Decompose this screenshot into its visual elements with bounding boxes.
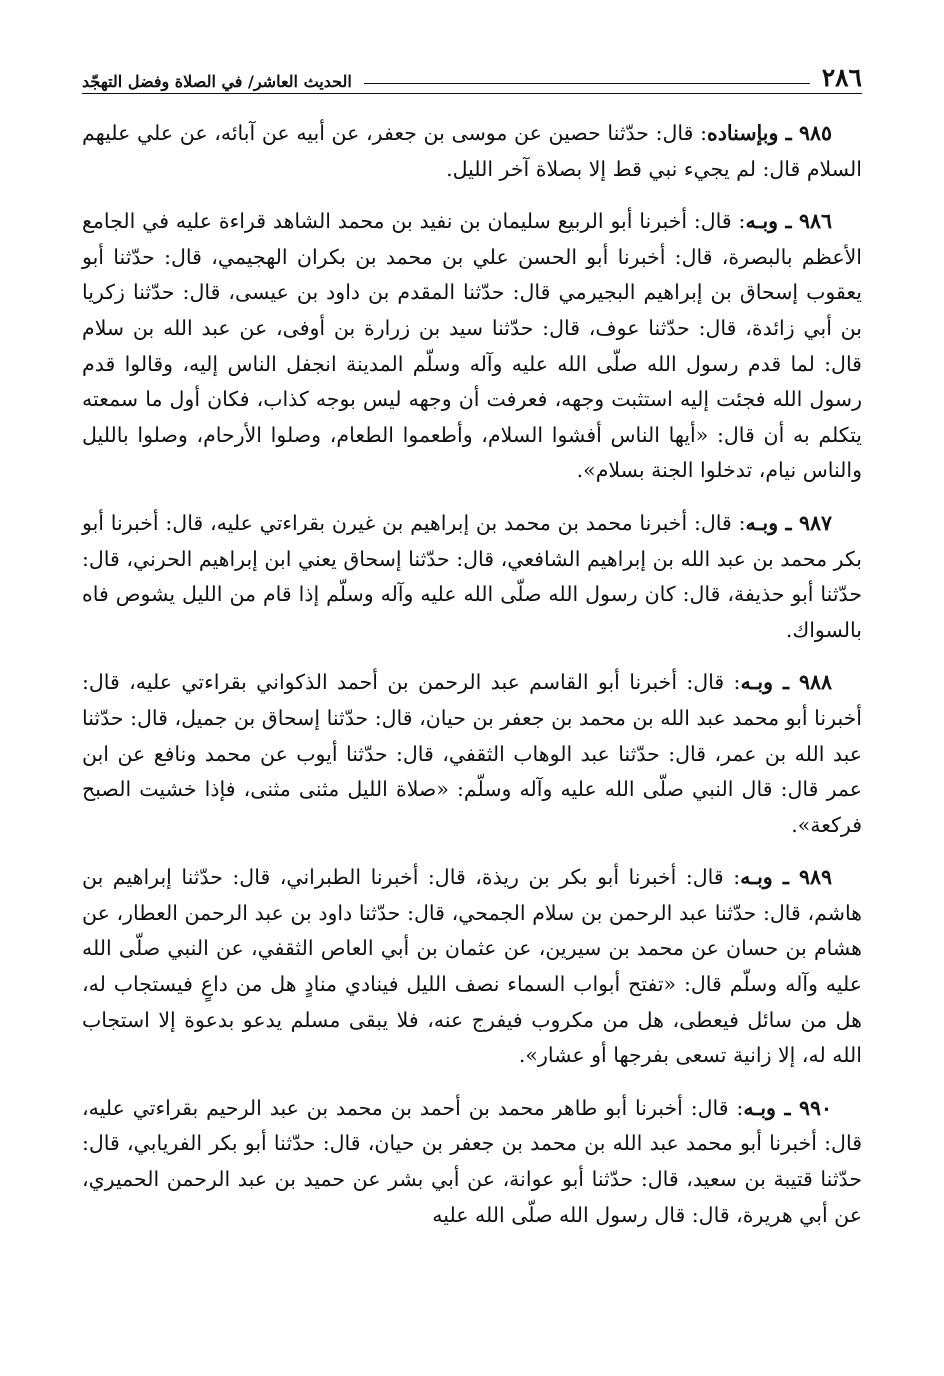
- entry-lead: وبـه: [743, 1095, 776, 1120]
- entry-text: : قال: حدّثنا حصين عن موسى بن جعفر، عن أبيه عن آبائه، عن علي عليهم السلام قال: لم يجيء نبي قط إلا بصلاة آخر الليل.: [82, 121, 862, 181]
- entry-lead: وبـه: [740, 670, 774, 695]
- hadith-entry-989: [82, 860, 862, 1074]
- book-page: [82, 56, 862, 1356]
- entry-number: ٩٨٦: [798, 209, 833, 234]
- page-content: [82, 116, 862, 1233]
- hadith-entry-985: [82, 116, 862, 187]
- entry-text: : قال: أخبرنا محمد بن محمد بن إبراهيم بن غيرن بقراءتي عليه، قال: أخبرنا أبو بكر محمد بن عبد الله بن إبراهيم الشافعي، قال: حدّثنا إسحاق يعني ابن إبراهيم الحرني، قال: حدّثنا أبو حذيفة، قال: كان رسول الله صلّى الله عليه وآله وسلّم إذا قام من الليل يشوص فاه بالسواك.: [82, 510, 862, 642]
- entry-number: ٩٨٧: [798, 510, 832, 535]
- hadith-entry-990: [82, 1091, 862, 1233]
- entry-separator: ـ: [773, 670, 799, 695]
- hadith-entry-987: [82, 506, 862, 648]
- entry-separator: ـ: [772, 865, 799, 890]
- header-rule: [364, 83, 810, 84]
- hadith-entry-988: [82, 665, 862, 843]
- entry-lead: وبـه: [745, 209, 779, 234]
- entry-number: ٩٨٩: [798, 865, 832, 890]
- entry-separator: ـ: [775, 1095, 799, 1120]
- page-number: ٢٨٦: [821, 63, 862, 92]
- hadith-entry-986: [82, 204, 862, 489]
- entry-lead: وبإسناده: [707, 121, 779, 145]
- entry-text: : قال: أخبرنا أبو بكر بن ريذة، قال: أخبرنا الطبراني، قال: حدّثنا إبراهيم بن هاشم، قال: حدّثنا عبد الرحمن بن سلام الجمحي، قال: حدّثنا داود بن عبد الرحمن العطار، عن هشام بن حسان عن محمد بن سيرين، عن عثمان بن أبي العاص الثقفي، عن النبي صلّى الله عليه وآله وسلّم قال: «تفتح أبواب السماء نصف الليل فينادي منادٍ هل من داعٍ فيستجاب له، هل من سائل فيعطى، هل من مكروب فيفرج عنه، فلا يبقى مسلم يدعو بدعوة إلا استجاب الله له، إلا زانية تسعى بفرجها أو عشار».: [82, 865, 862, 1068]
- entry-text: : قال: أخبرنا أبو طاهر محمد بن أحمد بن محمد بن عبد الرحيم بقراءتي عليه، قال: أخبرنا أبو محمد عبد الله بن محمد بن جعفر بن حيان، قال: حدّثنا أبو بكر الفريابي، قال: حدّثنا قتيبة بن سعيد، قال: حدّثنا أبو عوانة، عن أبي بشر عن حميد بن عبد الرحمن الحميري، عن أبي هريرة، قال: قال رسول الله صلّى الله عليه: [82, 1095, 862, 1227]
- entry-lead: وبـه: [740, 865, 773, 890]
- entry-lead: وبـه: [745, 510, 779, 535]
- entry-number: ٩٨٥: [798, 121, 832, 145]
- entry-text: : قال: أخبرنا أبو القاسم عبد الرحمن بن أحمد الذكواني بقراءتي عليه، قال: أخبرنا أبو محمد عبد الله بن محمد بن جعفر بن حيان، قال: حدّثنا إسحاق بن جميل، قال: حدّثنا عبد الله بن عمر، قال: حدّثنا عبد الوهاب الثقفي، قال: حدّثنا أيوب عن محمد ونافع عن ابن عمر قال: قال النبي صلّى الله عليه وآله وسلّم: «صلاة الليل مثنى مثنى، فإذا خشيت الصبح فركعة».: [82, 670, 862, 837]
- running-title: الحديث العاشر/ في الصلاة وفضل التهجّد: [82, 72, 352, 91]
- entry-separator: ـ: [778, 510, 799, 535]
- page-header: [82, 56, 862, 94]
- entry-separator: ـ: [778, 121, 799, 145]
- entry-number: ٩٩٠: [798, 1095, 833, 1120]
- entry-number: ٩٨٨: [798, 670, 832, 695]
- entry-text: : قال: أخبرنا أبو الربيع سليمان بن نفيد بن محمد الشاهد قراءة عليه في الجامع الأعظم بالبصرة، قال: أخبرنا أبو الحسن علي بن محمد بن بكران الهجيمي، قال: حدّثنا أبو يعقوب إسحاق بن إبراهيم البجيرمي قال: حدّثنا المقدم بن داود بن عيسى، قال: حدّثنا زكريا بن أبي زائدة، قال: حدّثنا عوف، قال: حدّثنا سيد بن زرارة بن أوفى، عن عبد الله بن سلام قال: لما قدم رسول الله صلّى الله عليه وآله وسلّم المدينة انجفل الناس إليه، وقالوا قدم رسول الله فجئت إليه استثبت وجهه، فعرفت أن وجهه ليس بوجه كذاب، فكان أول ما سمعته يتكلم به أن قال: «أيها الناس أفشوا السلام، وأطعموا الطعام، وصلوا الأرحام، وصلوا بالليل والناس نيام، تدخلوا الجنة بسلام».: [82, 209, 862, 483]
- entry-separator: ـ: [778, 209, 799, 234]
